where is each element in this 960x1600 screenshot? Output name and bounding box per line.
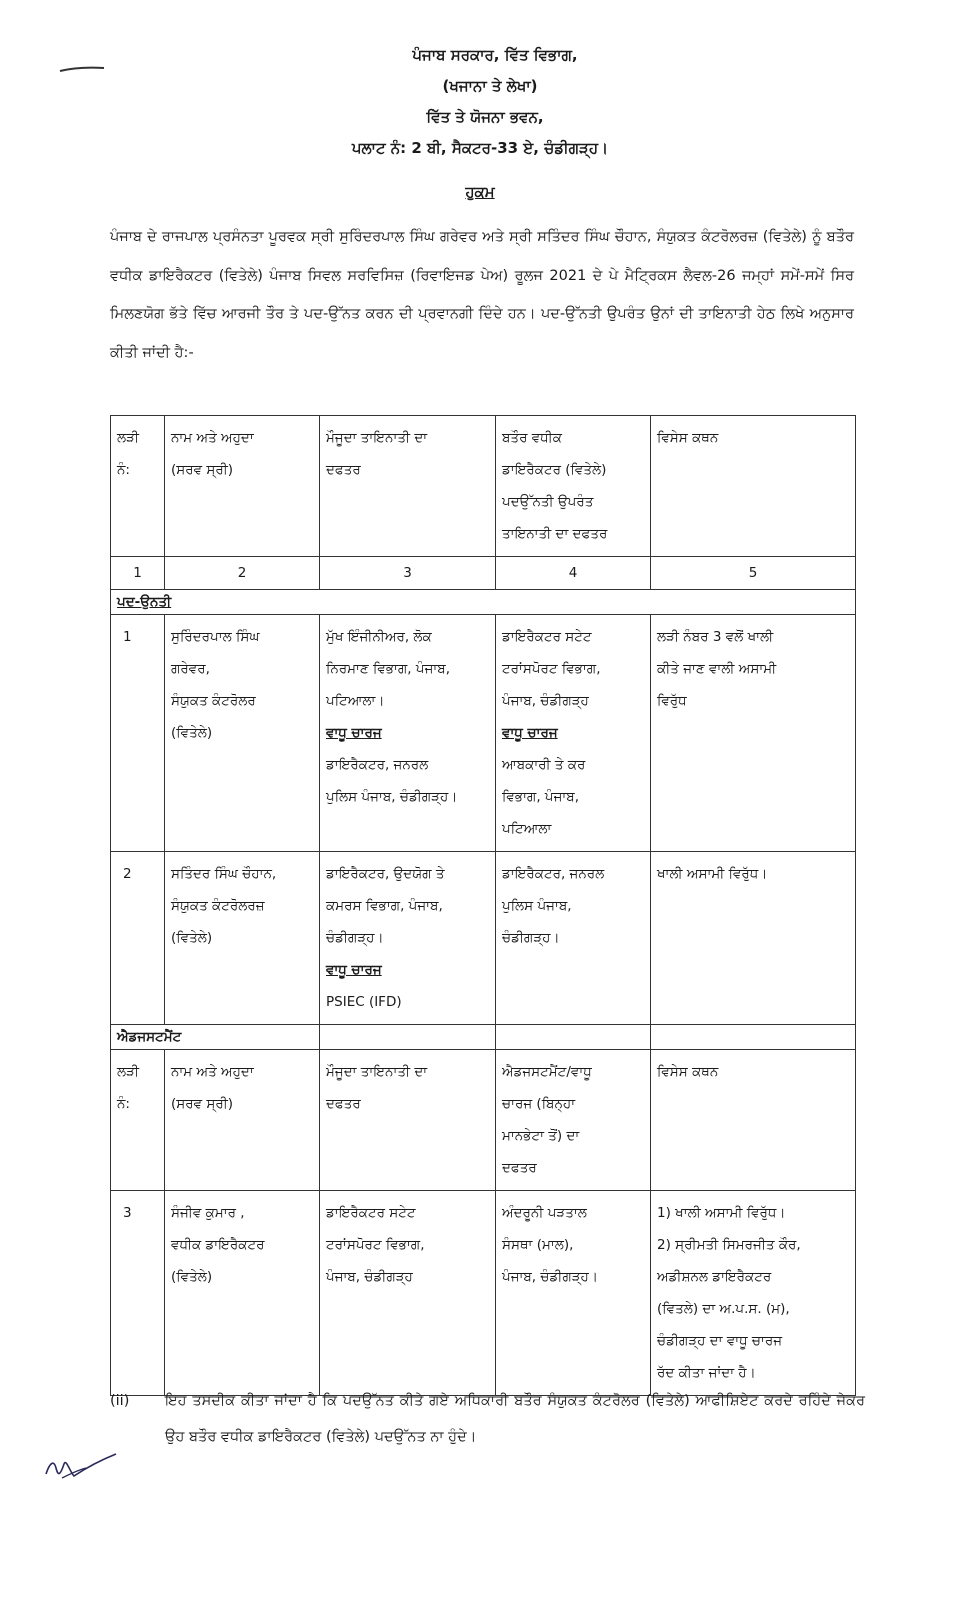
col-number: 3 [320,557,496,590]
header-serial: ਲੜੀ ਨੰ: [111,1050,165,1191]
letterhead [0,40,960,164]
table-header-row [111,1050,856,1191]
remarks: ਲੜੀ ਨੰਬਰ 3 ਵਲੋਂ ਖਾਲੀ ਕੀਤੇ ਜਾਣ ਵਾਲੀ ਅਸਾਮੀ ਵਿਰੁੱਧ [651,615,856,852]
header-remarks: ਵਿਸੇਸ ਕਥਨ [651,1050,856,1191]
column-number-row [111,557,856,590]
address: ਪਲਾਟ ਨੰ: 2 ਬੀ, ਸੈਕਟਰ-33 ਏ, ਚੰਡੀਗੜ੍ਹ। [351,139,609,157]
header-remarks: ਵਿਸੇਸ ਕਥਨ [651,416,856,557]
section-row-promotion [111,590,856,615]
table-row [111,1191,856,1396]
posting-table [110,415,856,1396]
department-name: ਪੰਜਾਬ ਸਰਕਾਰ, ਵਿੱਤ ਵਿਭਾਗ, [412,46,578,64]
header-serial: ਲੜੀ ਨੰ: [111,416,165,557]
adjustment-office: ਅੰਦਰੂਨੀ ਪੜਤਾਲ ਸੰਸਥਾ (ਮਾਲ), ਪੰਜਾਬ, ਚੰਡੀਗੜ੍ਹ। [496,1191,651,1396]
header-current-office: ਮੌਜੂਦਾ ਤਾਇਨਾਤੀ ਦਾ ਦਫਤਰ [320,416,496,557]
current-office: ਡਾਇਰੈਕਟਰ, ਉਦਯੋਗ ਤੇ ਕਮਰਸ ਵਿਭਾਗ, ਪੰਜਾਬ, ਚੰਡੀਗੜ੍ਹ। ਵਾਧੂ ਚਾਰਜ PSIEC (IFD) [320,852,496,1025]
table-row [111,852,856,1025]
current-office: ਮੁੱਖ ਇੰਜੀਨੀਅਰ, ਲੋਕ ਨਿਰਮਾਣ ਵਿਭਾਗ, ਪੰਜਾਬ, ਪਟਿਆਲਾ। ਵਾਧੂ ਚਾਰਜ ਡਾਇਰੈਕਟਰ, ਜਨਰਲ ਪੁਲਿਸ ਪੰਜਾਬ, ਚੰਡੀਗੜ੍ਹ। [320,615,496,852]
col-number: 5 [651,557,856,590]
officer-name: ਸਤਿੰਦਰ ਸਿੰਘ ਚੌਹਾਨ, ਸੰਯੁਕਤ ਕੰਟਰੋਲਰਜ਼ (ਵਿਤੇਲੇ) [165,852,320,1025]
table-header-row [111,416,856,557]
header-name: ਨਾਮ ਅਤੇ ਅਹੁਦਾ (ਸਰਵ ਸ੍ਰੀ) [165,416,320,557]
serial-number: 1 [111,615,165,852]
current-office: ਡਾਇਰੈਕਟਰ ਸਟੇਟ ਟਰਾਂਸਪੋਰਟ ਵਿਭਾਗ, ਪੰਜਾਬ, ਚੰਡੀਗੜ੍ਹ [320,1191,496,1396]
header-current-office: ਮੌਜੂਦਾ ਤਾਇਨਾਤੀ ਦਾ ਦਫਤਰ [320,1050,496,1191]
table-row [111,615,856,852]
section-row-adjustment [111,1025,856,1050]
officer-name: ਸੰਜੀਵ ਕੁਮਾਰ , ਵਧੀਕ ਡਾਇਰੈਕਟਰ (ਵਿਤੇਲੇ) [165,1191,320,1396]
remarks: ਖਾਲੀ ਅਸਾਮੀ ਵਿਰੁੱਧ। [651,852,856,1025]
remarks: 1) ਖਾਲੀ ਅਸਾਮੀ ਵਿਰੁੱਧ। 2) ਸ੍ਰੀਮਤੀ ਸਿਮਰਜੀਤ ਕੌਰ, ਅਡੀਸ਼ਨਲ ਡਾਇਰੈਕਟਰ (ਵਿਤਲੇ) ਦਾ ਅ.ਪ.ਸ. (ਮ), ਚੰਡੀਗੜ੍ਹ ਦਾ ਵਾਧੂ ਚਾਰਜ ਰੱਦ ਕੀਤਾ ਜਾਂਦਾ ਹੈ। [651,1191,856,1396]
header-new-office: ਬਤੌਰ ਵਧੀਕ ਡਾਇਰੈਕਟਰ (ਵਿਤੇਲੇ) ਪਦਉੱਨਤੀ ਉਪਰੰਤ ਤਾਇਨਾਤੀ ਦਾ ਦਫਤਰ [496,416,651,557]
intro-paragraph: ਪੰਜਾਬ ਦੇ ਰਾਜਪਾਲ ਪ੍ਰਸੰਨਤਾ ਪੂਰਵਕ ਸ੍ਰੀ ਸੁਰਿੰਦਰਪਾਲ ਸਿੰਘ ਗਰੇਵਰ ਅਤੇ ਸ੍ਰੀ ਸਤਿੰਦਰ ਸਿੰਘ ਚੌਹਾਨ, ਸੰਯੁਕਤ ਕੰਟਰੋਲਰਜ਼ (ਵਿਤੇਲੇ) ਨੂੰ ਬਤੌਰ ਵਧੀਕ ਡਾਇਰੈਕਟਰ (ਵਿਤੇਲੇ) ਪੰਜਾਬ ਸਿਵਲ ਸਰਵਿਸਿਜ਼ (ਰਿਵਾਇਜਡ ਪੇਅ) ਰੂਲਜ 2021 ਦੇ ਪੇ ਮੈਟ੍ਰਿਕਸ ਲੈਵਲ-26 ਜਮ੍ਹਾਂ ਸਮੇਂ-ਸਮੇਂ ਸਿਰ ਮਿਲਣਯੋਗ ਭੱਤੇ ਵਿੱਚ ਆਰਜੀ ਤੌਰ ਤੇ ਪਦ-ਉੱਨਤ ਕਰਨ ਦੀ ਪ੍ਰਵਾਨਗੀ ਦਿੰਦੇ ਹਨ। ਪਦ-ਉੱਨਤੀ ਉਪਰੰਤ ਉਨਾਂ ਦੀ ਤਾਇਨਾਤੀ ਹੇਠ ਲਿਖੇ ਅਨੁਸਾਰ ਕੀਤੀ ਜਾਂਦੀ ਹੈ:- [110,229,854,361]
initials-signature [40,1448,120,1488]
new-office: ਡਾਇਰੈਕਟਰ ਸਟੇਟ ਟਰਾਂਸਪੋਰਟ ਵਿਭਾਗ, ਪੰਜਾਬ, ਚੰਡੀਗੜ੍ਹ ਵਾਧੂ ਚਾਰਜ ਆਬਕਾਰੀ ਤੇ ਕਰ ਵਿਭਾਗ, ਪੰਜਾਬ, ਪਟਿਆਲਾ [496,615,651,852]
building-name: ਵਿੱਤ ਤੇ ਯੋਜਨਾ ਭਵਨ, [426,108,544,126]
header-name: ਨਾਮ ਅਤੇ ਅਹੁਦਾ (ਸਰਵ ਸ੍ਰੀ) [165,1050,320,1191]
paragraph-text: ਇਹ ਤਸਦੀਕ ਕੀਤਾ ਜਾਂਦਾ ਹੈ ਕਿ ਪਦਉੱਨਤ ਕੀਤੇ ਗਏ ਅਧਿਕਾਰੀ ਬਤੌਰ ਸੰਯੁਕਤ ਕੰਟਰੋਲਰ (ਵਿਤੇਲੇ) ਆਫੀਸ਼ਿਏਟ ਕਰਦੇ ਰਹਿੰਦੇ ਜੇਕਰ ਉਹ ਬਤੌਰ ਵਧੀਕ ਡਾਇਰੈਕਟਰ (ਵਿਤੇਲੇ) ਪਦਉੱਨਤ ਨਾ ਹੁੰਦੇ। [165,1393,865,1445]
header-adjustment-office: ਐਡਜਸਟਮੈਂਟ/ਵਾਧੂ ਚਾਰਜ (ਬਿਨ੍ਹਾ ਮਾਨਭੇਟਾ ਤੋਂ) ਦਾ ਦਫਤਰ [496,1050,651,1191]
col-number: 4 [496,557,651,590]
col-number: 1 [111,557,165,590]
col-number: 2 [165,557,320,590]
order-title: ਹੁਕਮ [465,183,495,201]
serial-number: 2 [111,852,165,1025]
branch-name: (ਖਜਾਨਾ ਤੇ ਲੇਖਾ) [442,77,538,95]
paragraph-label: (ii) [110,1393,130,1409]
section-heading: ਐਡਜਸਟਮੈਂਟ [111,1025,320,1050]
serial-number: 3 [111,1191,165,1396]
new-office: ਡਾਇਰੈਕਟਰ, ਜਨਰਲ ਪੁਲਿਸ ਪੰਜਾਬ, ਚੰਡੀਗੜ੍ਹ। [496,852,651,1025]
section-heading: ਪਦ-ਉਨਤੀ [111,590,856,615]
officer-name: ਸੁਰਿੰਦਰਪਾਲ ਸਿੰਘ ਗਰੇਵਰ, ਸੰਯੁਕਤ ਕੰਟਰੋਲਰ (ਵਿਤੇਲੇ) [165,615,320,852]
